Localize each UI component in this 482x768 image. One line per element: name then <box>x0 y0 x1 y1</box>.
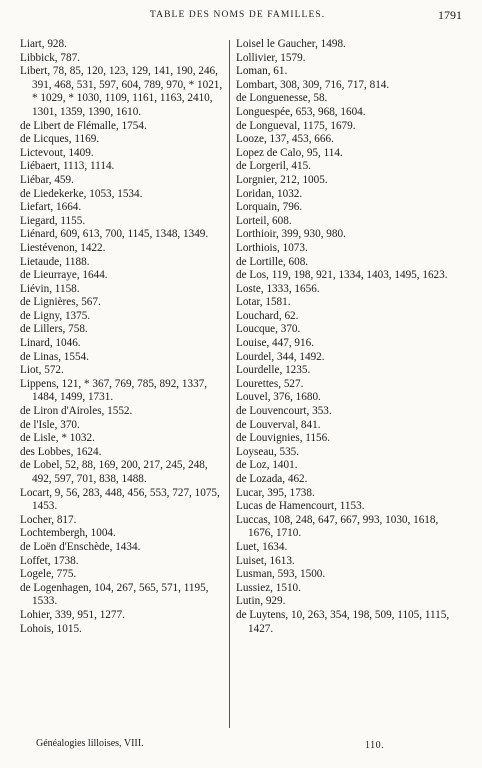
index-entry: Lippens, 121, * 367, 769, 785, 892, 1337, 1484, 1499, 1731. <box>20 377 208 404</box>
index-entry: de Lozada, 462. <box>236 473 308 485</box>
left-index-column <box>20 38 228 636</box>
index-entry: Louvel, 376, 1680. <box>236 391 321 404</box>
index-entry: de Lieurraye, 1644. <box>20 269 108 282</box>
index-entry: Lietaude, 1188. <box>20 255 90 268</box>
index-entry: de Libert de Flémalle, 1754. <box>20 119 147 132</box>
index-entry: de Liron d'Airoles, 1552. <box>20 405 133 418</box>
index-entry: Loucque, 370. <box>236 323 301 336</box>
page-header <box>0 4 482 26</box>
index-entry: de Liedekerke, 1053, 1534. <box>20 187 143 200</box>
index-entry: de Luytens, 10, 263, 354, 198, 509, 1105, 1115, 1427. <box>236 608 450 635</box>
index-entry: Liestévenon, 1422. <box>20 241 106 254</box>
index-entry: de Lobel, 52, 88, 169, 200, 217, 245, 248, 492, 597, 701, 838, 1488. <box>20 459 208 485</box>
index-entry: Lussiez, 1510. <box>236 581 301 594</box>
index-entry: Lorthioir, 399, 930, 980. <box>236 228 346 241</box>
running-title: TABLE DES NOMS DE FAMILLES. <box>150 10 326 20</box>
index-entry: Linard, 1046. <box>20 337 81 350</box>
index-entry: Lorquain, 796. <box>236 201 303 214</box>
index-entry: Lohois, 1015. <box>20 622 82 635</box>
index-entry: Lombart, 308, 309, 716, 717, 814. <box>236 78 390 91</box>
index-entry: Loman, 61. <box>236 65 288 78</box>
index-entry: de Lortille, 608. <box>236 255 309 268</box>
index-entry: Liefart, 1664. <box>20 201 82 214</box>
index-entry: de Licques, 1169. <box>20 133 100 146</box>
index-entry: Looze, 137, 453, 666. <box>236 133 334 146</box>
index-entry: Luccas, 108, 248, 647, 667, 993, 1030, 1618, 1676, 1710. <box>236 513 439 540</box>
index-entry: Louise, 447, 916. <box>236 337 314 350</box>
index-entry: Lusman, 593, 1500. <box>236 568 326 581</box>
index-entry: Lutin, 929. <box>236 595 286 608</box>
index-entry: Luiset, 1613. <box>236 554 295 567</box>
index-entry: Loridan, 1032. <box>236 187 303 200</box>
index-entry: Logele, 775. <box>20 568 77 581</box>
index-entry: de l'Isle, 370. <box>20 418 80 431</box>
index-entry: de Loën d'Enschède, 1434. <box>20 540 141 553</box>
index-entry: Louchard, 62. <box>236 309 299 322</box>
index-entry: Luet, 1634. <box>236 540 288 553</box>
index-entry: Liegard, 1155. <box>20 214 86 227</box>
index-entry: de Longuenesse, 58. <box>236 92 328 105</box>
index-entry: Loisel le Gaucher, 1498. <box>236 38 346 50</box>
index-entry: Liot, 572. <box>20 364 64 377</box>
index-entry: de Lignières, 567. <box>20 296 101 309</box>
index-entry: Liénard, 609, 613, 700, 1145, 1348, 1349. <box>20 228 209 241</box>
index-entry: Liébar, 459. <box>20 173 74 186</box>
index-entry: Lourdel, 344, 1492. <box>236 350 325 363</box>
index-entry: Locher, 817. <box>20 513 77 526</box>
index-entry: de Ligny, 1375. <box>20 309 91 322</box>
index-entry: de Lillers, 758. <box>20 323 88 336</box>
index-entry: de Logenhagen, 104, 267, 565, 571, 1195, 1533. <box>20 581 209 608</box>
index-entry: Liébaert, 1113, 1114. <box>20 160 115 173</box>
index-entry: de Longueval, 1175, 1679. <box>236 119 356 132</box>
index-entry: Liévin, 1158. <box>20 282 80 295</box>
index-entry: de Louvencourt, 353. <box>236 405 332 418</box>
index-entry: Lorgnier, 212, 1005. <box>236 173 328 186</box>
index-entry: de Linas, 1554. <box>20 350 89 363</box>
index-entry: Libert, 78, 85, 120, 123, 129, 141, 190, 246, 391, 468, 531, 597, 604, 789, 970, * 1021, * 1029, * 1030, 1109, 1161, 1163, 2410, 1301, 1359, 1390, 1610. <box>20 65 223 118</box>
index-entry: Locart, 9, 56, 283, 448, 456, 553, 727, 1075, 1453. <box>20 486 220 513</box>
index-entry: Longuespée, 653, 968, 1604. <box>236 105 366 118</box>
index-entry: Lorteil, 608. <box>236 214 292 227</box>
index-entry: Libbick, 787. <box>20 51 80 64</box>
index-entry: Lochtembergh, 1004. <box>20 527 116 540</box>
index-entry: de Louverval, 841. <box>236 418 321 431</box>
index-entry: Loste, 1333, 1656. <box>236 282 320 295</box>
index-entry: de Los, 119, 198, 921, 1334, 1403, 1495, 1623. <box>236 269 448 282</box>
index-entry: de Lorgeril, 415. <box>236 160 311 173</box>
column-divider <box>229 40 230 728</box>
page-number: 1791 <box>438 8 462 22</box>
index-entry: Lictevout, 1409. <box>20 146 94 159</box>
footer-signature-mark: 110. <box>365 740 385 751</box>
index-entry: Lourdelle, 1235. <box>236 364 311 377</box>
index-entry: Loyseau, 535. <box>236 445 300 458</box>
index-entry: Lohier, 339, 951, 1277. <box>20 608 125 621</box>
index-entry: Lucas de Hamencourt, 1153. <box>236 500 365 513</box>
index-entry: Liart, 928. <box>20 38 67 50</box>
index-entry: Lotar, 1581. <box>236 296 291 309</box>
right-index-column <box>236 38 460 636</box>
index-entry: Lorthiois, 1073. <box>236 241 308 254</box>
index-entry: Lollivier, 1579. <box>236 51 306 64</box>
index-entry: de Lisle, * 1032. <box>20 432 95 445</box>
index-entry: de Loz, 1401. <box>236 459 298 472</box>
footer-source: Généalogies lilloises, VIII. <box>36 738 144 749</box>
index-entry: Lucar, 395, 1738. <box>236 486 315 499</box>
index-entry: Loffet, 1738. <box>20 554 79 567</box>
index-entry: des Lobbes, 1624. <box>20 445 102 458</box>
index-entry: Lourettes, 527. <box>236 377 304 390</box>
index-entry: de Louvignies, 1156. <box>236 432 331 445</box>
index-entry: Lopez de Calo, 95, 114. <box>236 146 343 159</box>
